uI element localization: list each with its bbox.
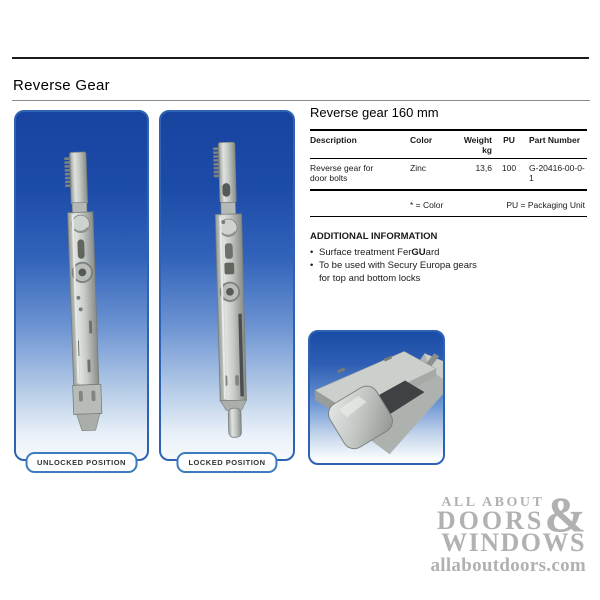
unlocked-position-label bbox=[25, 452, 138, 473]
bullet-usage-continued: for top and bottom locks bbox=[319, 273, 421, 284]
unlocked-gear-illustration bbox=[16, 112, 147, 459]
product-heading: Reverse gear 160 mm bbox=[310, 105, 439, 120]
brand-line-doors: DOORS bbox=[436, 506, 545, 535]
closeup-bolt-illustration bbox=[310, 332, 443, 463]
spec-table bbox=[310, 129, 587, 217]
pu-footnote: PU = Packaging Unit bbox=[506, 200, 585, 210]
brand-website: allaboutdoors.com bbox=[430, 555, 586, 576]
locked-position-text: LOCKED POSITION bbox=[188, 458, 266, 467]
brand-logo bbox=[430, 486, 586, 576]
header-color: Color bbox=[410, 135, 433, 145]
spec-table-row bbox=[310, 159, 587, 191]
product-image-locked bbox=[159, 110, 295, 467]
brand-line-all-about: ALL ABOUT bbox=[441, 495, 545, 510]
cell-weight: 13,6 bbox=[475, 163, 492, 173]
bullet-icon: • bbox=[310, 247, 314, 258]
cell-description: Reverse gear for door bolts bbox=[310, 163, 374, 183]
cell-part-number: G-20416-00-0-1 bbox=[529, 163, 585, 183]
ampersand-glyph: & bbox=[544, 486, 586, 542]
color-footnote: * = Color bbox=[410, 200, 444, 210]
header-weight: Weight kg bbox=[463, 135, 492, 155]
unlocked-position-text: UNLOCKED POSITION bbox=[37, 458, 126, 467]
locked-position-label bbox=[176, 452, 277, 473]
additional-information-title: ADDITIONAL INFORMATION bbox=[310, 231, 438, 242]
cell-color: Zinc bbox=[410, 163, 427, 173]
additional-information bbox=[310, 230, 582, 285]
page-title: Reverse Gear bbox=[13, 77, 110, 94]
product-image-unlocked bbox=[14, 110, 149, 467]
header-description: Description bbox=[310, 135, 357, 145]
header-part-number: Part Number bbox=[529, 135, 581, 145]
title-divider bbox=[12, 100, 590, 101]
brand-line-windows: WINDOWS bbox=[441, 528, 586, 557]
locked-gear-illustration bbox=[161, 112, 293, 459]
product-photo-closeup bbox=[308, 330, 445, 465]
top-rule bbox=[12, 57, 589, 59]
bullet-surface-treatment: • Surface treatment FerGUard bbox=[310, 247, 440, 258]
spec-table-header-row bbox=[310, 131, 587, 159]
bullet-usage: • To be used with Secury Europa gears bbox=[310, 260, 477, 271]
cell-pu: 100 bbox=[501, 163, 517, 173]
bullet-icon: • bbox=[310, 260, 314, 271]
spec-table-footnotes bbox=[310, 191, 587, 217]
header-pu: PU bbox=[503, 135, 515, 145]
